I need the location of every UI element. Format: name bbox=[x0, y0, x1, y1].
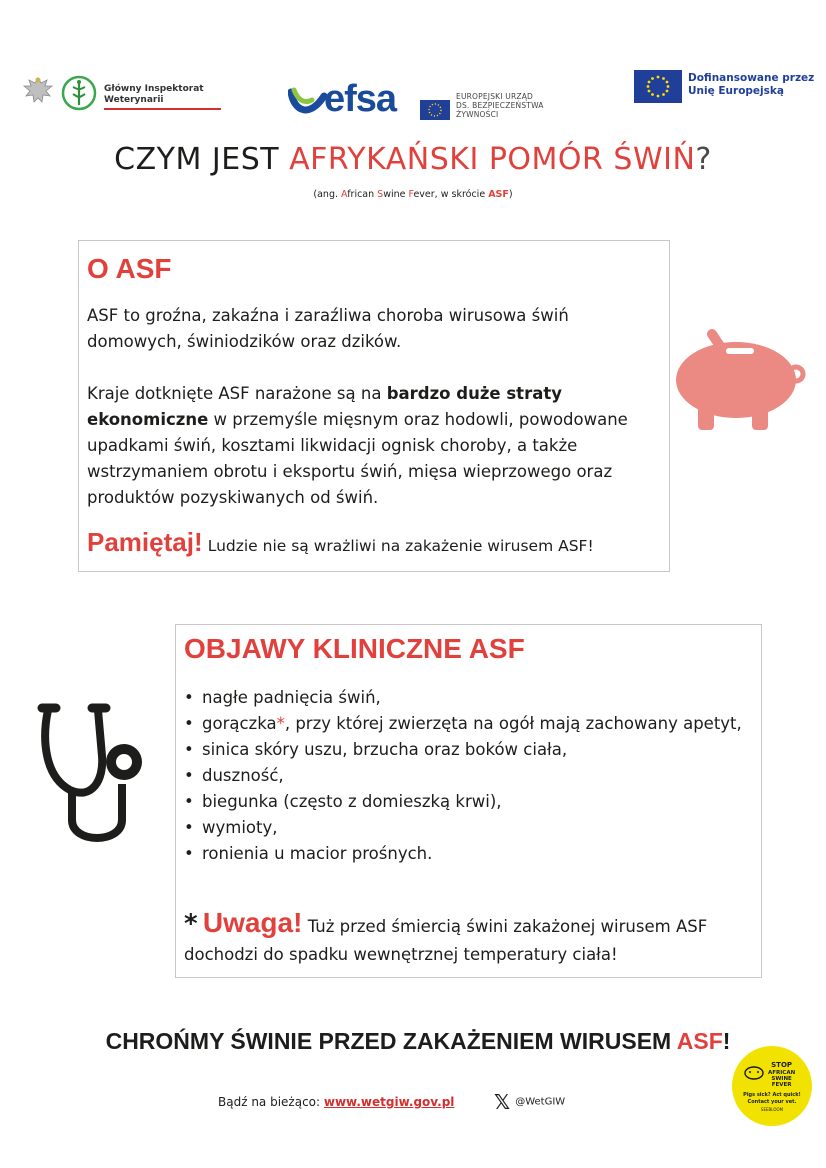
badge-pig-icon bbox=[744, 1066, 764, 1080]
about-heading: O ASF bbox=[87, 253, 172, 284]
efsa-line1: EUROPEJSKI URZĄD bbox=[456, 92, 534, 101]
subtitle-f: F bbox=[408, 189, 414, 200]
about-p2-bold: bardzo duże straty ekonomiczne bbox=[87, 384, 562, 429]
giw-name bbox=[104, 84, 204, 106]
eu-line2: Unię Europejską bbox=[688, 85, 784, 97]
symptom-text: biegunka (często z domieszką krwi), bbox=[202, 792, 502, 811]
bullet-icon: • bbox=[184, 766, 194, 785]
symptoms-list bbox=[182, 685, 742, 867]
badge-line5: Pigs sick? Act quick! bbox=[743, 1092, 801, 1098]
efsa-agency-name bbox=[456, 92, 544, 119]
about-paragraph-1: ASF to groźna, zakaźna i zaraźliwa choroba wirusowa świń domowych, świniodzików oraz dzików. bbox=[87, 306, 569, 351]
title-part2: AFRYKAŃSKI POMÓR ŚWIŃ bbox=[289, 142, 696, 177]
symptoms-box bbox=[175, 624, 762, 978]
symptom-text: ronienia u macior prośnych. bbox=[202, 844, 433, 863]
x-logo-icon: 𝕏 bbox=[494, 1090, 511, 1114]
about-asf-box bbox=[78, 240, 670, 572]
efsa-logo bbox=[288, 80, 548, 126]
x-account[interactable] bbox=[494, 1090, 565, 1114]
note-label: Uwaga! bbox=[202, 907, 303, 938]
giw-underline bbox=[104, 108, 221, 110]
subtitle-frican: frican bbox=[347, 189, 378, 200]
title-part3: ? bbox=[695, 142, 712, 177]
badge-stop-text bbox=[768, 1062, 795, 1088]
badge-line6: Contact your vet. bbox=[747, 1099, 797, 1105]
eu-line1: Dofinansowane przez bbox=[688, 72, 815, 84]
bullet-icon: • bbox=[184, 714, 194, 733]
subtitle-s: S bbox=[377, 189, 384, 200]
symptoms-heading: OBJAWY KLINICZNE ASF bbox=[184, 633, 525, 664]
eagle-icon bbox=[20, 74, 56, 110]
symptom-item bbox=[182, 763, 742, 789]
symptom-text: duszność, bbox=[202, 766, 284, 785]
bullet-icon: • bbox=[184, 688, 194, 707]
poland-eagle-logo bbox=[20, 74, 56, 110]
badge-line4: FEVER bbox=[771, 1081, 792, 1088]
symptom-item bbox=[182, 711, 742, 737]
efsa-eu-flag-icon bbox=[420, 100, 450, 120]
stethoscope-icon bbox=[36, 698, 156, 848]
bullet-icon: • bbox=[184, 844, 194, 863]
symptom-item bbox=[182, 841, 742, 867]
fever-asterisk: * bbox=[276, 714, 285, 733]
about-p2-end: w przemyśle mięsnym oraz hodowli, powodowane upadkami świń, kosztami likwidacji ognisk choroby, a także wstrzymaniem obrotu i eksportu świń, mięsa wieprzowego oraz produktów pozyskiwanych od świń. bbox=[87, 410, 628, 507]
symptom-item bbox=[182, 789, 742, 815]
slogan-start: CHROŃMY ŚWINIE PRZED ZAKAŻENIEM WIRUSEM bbox=[105, 1028, 677, 1054]
page-subtitle bbox=[0, 189, 826, 200]
efsa-line3: ŻYWNOŚCI bbox=[456, 110, 499, 119]
symptom-text: gorączka bbox=[202, 714, 277, 733]
symptom-item bbox=[182, 685, 742, 711]
symptom-text: wymioty, bbox=[202, 818, 278, 837]
page-title bbox=[0, 142, 826, 177]
subtitle-asf: ASF bbox=[488, 189, 509, 200]
caduceus-icon bbox=[60, 74, 98, 112]
bullet-icon: • bbox=[184, 792, 194, 811]
subtitle-a: A bbox=[341, 189, 348, 200]
about-p2-start: Kraje dotknięte ASF narażone są na bbox=[87, 384, 387, 403]
symptom-item bbox=[182, 737, 742, 763]
symptom-text: sinica skóry uszu, brzucha oraz boków ciała, bbox=[202, 740, 568, 759]
badge-line3: SWINE bbox=[771, 1075, 792, 1082]
giw-name-line2: Weterynarii bbox=[104, 95, 164, 105]
about-remember bbox=[87, 527, 594, 558]
symptom-text: nagłe padnięcia świń, bbox=[202, 688, 381, 707]
website-link[interactable]: www.wetgiw.gov.pl bbox=[323, 1095, 455, 1109]
bullet-icon: • bbox=[184, 740, 194, 759]
slogan-asf: ASF bbox=[676, 1028, 723, 1054]
badge-line2: AFRICAN bbox=[768, 1069, 796, 1076]
subtitle-suffix: ) bbox=[508, 189, 513, 200]
bullet-icon: • bbox=[184, 818, 194, 837]
remember-label: Pamiętaj! bbox=[87, 527, 203, 557]
symptoms-note bbox=[184, 909, 754, 969]
piggy-bank-icon bbox=[672, 328, 812, 432]
eu-flag-icon bbox=[634, 70, 682, 103]
note-asterisk: * bbox=[184, 909, 198, 939]
efsa-wordmark: efsa bbox=[324, 78, 397, 120]
note-text: Tuż przed śmiercią świni zakażonej wirusem ASF dochodzi do spadku wewnętrznej temperatury ciała! bbox=[184, 917, 708, 964]
badge-line7: SEEBLOOM bbox=[760, 1107, 784, 1112]
slogan-end: ! bbox=[722, 1028, 731, 1054]
about-paragraph-2 bbox=[87, 381, 657, 511]
badge-call-text bbox=[732, 1092, 812, 1113]
fever-rest: , przy której zwierzęta na ogół mają zachowany apetyt, bbox=[284, 714, 742, 733]
giw-emblem-logo bbox=[60, 74, 98, 112]
remember-text: Ludzie nie są wrażliwi na zakażenie wirusem ASF! bbox=[207, 537, 594, 555]
footer-slogan bbox=[0, 1028, 826, 1055]
stop-asf-badge bbox=[732, 1046, 812, 1126]
subtitle-ever: ever, w skrócie bbox=[413, 189, 489, 200]
badge-line1: STOP bbox=[771, 1061, 793, 1069]
subtitle-wine: wine bbox=[383, 189, 409, 200]
giw-name-line1: Główny Inspektorat bbox=[104, 84, 204, 94]
x-handle: @WetGIW bbox=[515, 1096, 566, 1108]
eu-funding-text bbox=[688, 72, 814, 98]
title-part1: CZYM JEST bbox=[114, 142, 290, 177]
stay-updated bbox=[218, 1095, 454, 1109]
efsa-swirl-icon bbox=[288, 86, 328, 120]
efsa-line2: DS. BEZPIECZEŃSTWA bbox=[456, 101, 544, 110]
stay-label: Bądź na bieżąco: bbox=[218, 1095, 324, 1109]
subtitle-prefix: (ang. bbox=[313, 189, 342, 200]
symptom-item bbox=[182, 815, 742, 841]
